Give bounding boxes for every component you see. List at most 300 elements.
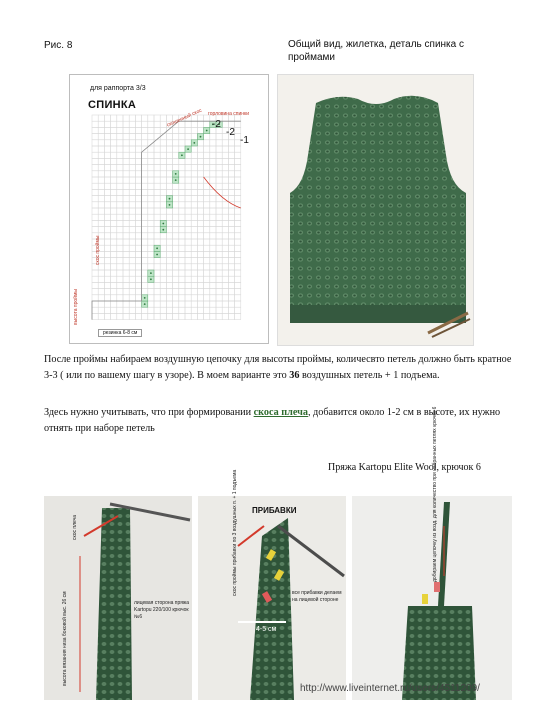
grid-cell <box>129 307 135 313</box>
grid-cell <box>216 177 222 183</box>
grid-cell <box>154 121 160 127</box>
grid-cell <box>98 115 104 121</box>
grid-cell <box>148 196 154 202</box>
grid-cell <box>210 171 216 177</box>
grid-cell <box>166 134 172 140</box>
grid-cell <box>135 165 141 171</box>
grid-cell <box>235 208 241 214</box>
grid-cell <box>210 177 216 183</box>
grid-cell <box>117 146 123 152</box>
grid-cell <box>104 239 110 245</box>
grid-cell <box>135 183 141 189</box>
grid-cell <box>216 208 222 214</box>
grid-cell <box>235 239 241 245</box>
grid-cell <box>148 220 154 226</box>
grid-cell <box>104 258 110 264</box>
grid-cell <box>117 171 123 177</box>
grid-cell <box>222 183 228 189</box>
grid-cell <box>228 183 234 189</box>
grid-cell <box>235 196 241 202</box>
paragraph-shoulder <box>44 405 516 437</box>
grid-cell <box>142 208 148 214</box>
grid-cell <box>92 227 98 233</box>
p1-text-before: После проймы набираем воздушную цепочку для высоты проймы, количесвто петель должно быть кратное 3-3 ( или по вашему шагу в узоре). В моем варианте это <box>44 354 512 381</box>
shoulder-bevel-link[interactable]: скоса плеча <box>253 407 308 418</box>
grid-cell <box>160 251 166 257</box>
grid-cell <box>216 140 222 146</box>
grid-cell <box>154 165 160 171</box>
grid-cell <box>173 152 179 158</box>
grid-cell <box>166 258 172 264</box>
grid-cell <box>98 134 104 140</box>
grid-cell <box>210 140 216 146</box>
grid-cell <box>129 127 135 133</box>
grid-cell <box>117 177 123 183</box>
grid-cell <box>191 121 197 127</box>
grid-cell <box>228 295 234 301</box>
grid-cell <box>210 264 216 270</box>
grid-cell <box>191 189 197 195</box>
grid-cell <box>179 171 185 177</box>
grid-cell <box>185 301 191 307</box>
grid-cell <box>197 146 203 152</box>
grid-cell <box>123 301 129 307</box>
figure-label: Рис. 8 <box>44 40 73 51</box>
grid-cell <box>135 152 141 158</box>
grid-cell <box>142 152 148 158</box>
grid-cell <box>191 171 197 177</box>
grid-cell <box>235 220 241 226</box>
grid-cell <box>204 276 210 282</box>
grid-cell <box>179 276 185 282</box>
grid-cell <box>111 220 117 226</box>
grid-cell <box>117 245 123 251</box>
grid-cell <box>123 289 129 295</box>
grid-cell <box>123 313 129 319</box>
grid-cell <box>216 313 222 319</box>
grid-cell <box>222 177 228 183</box>
grid-cell <box>216 134 222 140</box>
grid-cell <box>117 165 123 171</box>
grid-cell <box>160 233 166 239</box>
grid-cell <box>111 146 117 152</box>
grid-cell <box>148 239 154 245</box>
grid-cell <box>185 121 191 127</box>
grid-cell <box>173 183 179 189</box>
grid-cell <box>222 189 228 195</box>
grid-cell <box>111 115 117 121</box>
grid-cell <box>142 214 148 220</box>
grid-cell <box>142 251 148 257</box>
grid-cell <box>142 115 148 121</box>
grid-cell <box>117 239 123 245</box>
grid-cell <box>210 202 216 208</box>
grid-cell <box>92 313 98 319</box>
grid-cell <box>104 301 110 307</box>
grid-cell <box>185 208 191 214</box>
grid-cell <box>111 245 117 251</box>
grid-cell <box>104 307 110 313</box>
grid-cell <box>92 140 98 146</box>
grid-cell <box>235 258 241 264</box>
grid-cell <box>160 301 166 307</box>
grid-cell <box>98 301 104 307</box>
grid-cell <box>111 208 117 214</box>
grid-cell <box>228 220 234 226</box>
grid-cell <box>129 202 135 208</box>
grid-cell <box>173 214 179 220</box>
grid-cell <box>179 127 185 133</box>
stitch-dot <box>206 130 208 132</box>
figure-caption: Общий вид, жилетка, деталь спинка с проймами <box>288 39 464 63</box>
grid-cell <box>135 295 141 301</box>
grid-cell <box>160 276 166 282</box>
grid-cell <box>117 134 123 140</box>
watermark-url: http://www.liveinternet.ru/users/4511209/ <box>300 683 480 694</box>
grid-cell <box>179 239 185 245</box>
grid-cell <box>235 165 241 171</box>
grid-cell <box>197 183 203 189</box>
grid-cell <box>173 140 179 146</box>
grid-cell <box>222 152 228 158</box>
grid-cell <box>235 282 241 288</box>
grid-cell <box>129 146 135 152</box>
grid-cell <box>135 146 141 152</box>
grid-cell <box>142 239 148 245</box>
grid-cell <box>166 220 172 226</box>
grid-cell <box>117 270 123 276</box>
grid-cell <box>191 270 197 276</box>
grid-cell <box>135 158 141 164</box>
grid-cell <box>160 245 166 251</box>
grid-cell <box>123 171 129 177</box>
grid-cell <box>191 208 197 214</box>
grid-cell <box>216 239 222 245</box>
grid-cell <box>160 115 166 121</box>
grid-cell <box>92 165 98 171</box>
grid-cell <box>235 251 241 257</box>
grid-cell <box>173 127 179 133</box>
grid-cell <box>129 134 135 140</box>
grid-cell <box>197 227 203 233</box>
grid-cell <box>111 295 117 301</box>
grid-cell <box>135 289 141 295</box>
grid-cell <box>123 165 129 171</box>
grid-cell <box>135 127 141 133</box>
grid-cell <box>185 233 191 239</box>
grid-cell <box>123 134 129 140</box>
grid-cell <box>179 289 185 295</box>
grid-cell <box>222 295 228 301</box>
grid-cell <box>222 202 228 208</box>
grid-cell <box>166 177 172 183</box>
stitch-dot <box>175 173 177 175</box>
grid-cell <box>98 202 104 208</box>
grid-cell <box>104 220 110 226</box>
grid-cell <box>191 301 197 307</box>
grid-cell <box>104 127 110 133</box>
grid-cell <box>166 301 172 307</box>
grid-cell <box>123 115 129 121</box>
grid-cell <box>166 239 172 245</box>
armhole-bevel-label: скос проймы <box>95 235 101 265</box>
grid-cell <box>92 307 98 313</box>
grid-cell <box>104 208 110 214</box>
grid-cell <box>142 227 148 233</box>
grid-cell <box>197 165 203 171</box>
grid-cell <box>197 121 203 127</box>
photo1-side-label: лицевая сторона пряжа Kartopu 220/100 крючок №6 <box>134 600 190 620</box>
grid-cell <box>148 177 154 183</box>
grid-cell <box>104 171 110 177</box>
grid-cell <box>104 214 110 220</box>
grid-cell <box>104 115 110 121</box>
grid-cell <box>142 307 148 313</box>
grid-cell <box>92 196 98 202</box>
grid-cell <box>185 189 191 195</box>
grid-cell <box>197 301 203 307</box>
grid-cell <box>222 264 228 270</box>
grid-cell <box>197 258 203 264</box>
grid-cell <box>204 220 210 226</box>
grid-cell <box>185 202 191 208</box>
grid-cell <box>160 189 166 195</box>
grid-cell <box>154 202 160 208</box>
grid-cell <box>197 171 203 177</box>
grid-cell <box>148 158 154 164</box>
grid-cell <box>98 282 104 288</box>
grid-cell <box>160 307 166 313</box>
grid-cell <box>123 146 129 152</box>
grid-cell <box>111 202 117 208</box>
grid-cell <box>129 270 135 276</box>
grid-cell <box>166 227 172 233</box>
grid-cell <box>197 220 203 226</box>
grid-cell <box>104 264 110 270</box>
grid-cell <box>228 270 234 276</box>
grid-cell <box>216 289 222 295</box>
grid-cell <box>210 214 216 220</box>
grid-cell <box>185 295 191 301</box>
grid-cell <box>204 152 210 158</box>
grid-cell <box>148 183 154 189</box>
grid-cell <box>216 202 222 208</box>
grid-cell <box>135 264 141 270</box>
grid-cell <box>228 276 234 282</box>
grid-cell <box>173 251 179 257</box>
grid-cell <box>222 276 228 282</box>
grid-cell <box>210 146 216 152</box>
grid-cell <box>185 227 191 233</box>
grid-cell <box>117 214 123 220</box>
grid-cell <box>197 214 203 220</box>
grid-cell <box>228 171 234 177</box>
grid-cell <box>235 121 241 127</box>
grid-cell <box>98 140 104 146</box>
grid-cell <box>154 183 160 189</box>
grid-cell <box>235 276 241 282</box>
grid-cell <box>216 233 222 239</box>
grid-cell <box>142 220 148 226</box>
grid-cell <box>185 158 191 164</box>
grid-cell <box>154 233 160 239</box>
grid-cell <box>92 115 98 121</box>
grid-cell <box>92 127 98 133</box>
grid-cell <box>179 251 185 257</box>
grid-cell <box>129 239 135 245</box>
grid-cell <box>104 189 110 195</box>
grid-cell <box>204 208 210 214</box>
grid-cell <box>117 158 123 164</box>
grid-cell <box>142 121 148 127</box>
grid-cell <box>179 264 185 270</box>
repeat-label: для раппорта 3/3 <box>90 85 146 92</box>
grid-cell <box>135 115 141 121</box>
grid-cell <box>142 313 148 319</box>
grid-cell <box>222 233 228 239</box>
grid-cell <box>129 313 135 319</box>
grid-cell <box>154 214 160 220</box>
grid-cell <box>191 196 197 202</box>
grid-cell <box>135 227 141 233</box>
grid-cell <box>228 158 234 164</box>
grid-cell <box>123 264 129 270</box>
grid-cell <box>228 233 234 239</box>
grid-cell <box>111 177 117 183</box>
grid-cell <box>191 276 197 282</box>
grid-cell <box>104 196 110 202</box>
grid-cell <box>173 165 179 171</box>
grid-cell <box>216 270 222 276</box>
grid-cell <box>216 282 222 288</box>
grid-cell <box>166 233 172 239</box>
grid-cell <box>111 307 117 313</box>
grid-cell <box>148 214 154 220</box>
grid-cell <box>98 307 104 313</box>
grid-cell <box>191 239 197 245</box>
grid-cell <box>92 189 98 195</box>
grid-cell <box>228 313 234 319</box>
grid-cell <box>148 208 154 214</box>
grid-cell <box>228 140 234 146</box>
grid-cell <box>222 140 228 146</box>
grid-cell <box>92 183 98 189</box>
grid-cell <box>185 152 191 158</box>
grid-cell <box>173 313 179 319</box>
grid-cell <box>111 258 117 264</box>
grid-cell <box>154 127 160 133</box>
grid-cell <box>197 270 203 276</box>
grid-cell <box>154 146 160 152</box>
grid-cell <box>129 214 135 220</box>
grid-cell <box>98 146 104 152</box>
grid-cell <box>185 251 191 257</box>
back-schematic <box>69 74 269 344</box>
grid-cell <box>154 264 160 270</box>
grid-cell <box>111 183 117 189</box>
grid-cell <box>204 301 210 307</box>
grid-cell <box>117 121 123 127</box>
grid-cell <box>197 282 203 288</box>
grid-cell <box>148 171 154 177</box>
grid-cell <box>204 227 210 233</box>
grid-cell <box>179 282 185 288</box>
grid-cell <box>191 146 197 152</box>
grid-cell <box>148 282 154 288</box>
grid-cell <box>104 313 110 319</box>
grid-cell <box>191 264 197 270</box>
grid-cell <box>210 196 216 202</box>
grid-cell <box>98 152 104 158</box>
grid-cell <box>228 189 234 195</box>
grid-cell <box>191 258 197 264</box>
grid-cell <box>154 258 160 264</box>
grid-cell <box>216 220 222 226</box>
grid-cell <box>160 202 166 208</box>
grid-cell <box>204 251 210 257</box>
grid-cell <box>216 146 222 152</box>
grid-cell <box>148 127 154 133</box>
grid-cell <box>197 158 203 164</box>
grid-cell <box>210 165 216 171</box>
grid-cell <box>235 127 241 133</box>
grid-cell <box>123 127 129 133</box>
grid-cell <box>204 140 210 146</box>
grid-cell <box>98 227 104 233</box>
grid-cell <box>148 251 154 257</box>
grid-cell <box>216 183 222 189</box>
grid-cell <box>104 121 110 127</box>
grid-cell <box>160 158 166 164</box>
grid-cell <box>104 227 110 233</box>
grid-cell <box>111 282 117 288</box>
grid-cell <box>185 165 191 171</box>
stitch-dot <box>169 198 171 200</box>
grid-cell <box>148 233 154 239</box>
grid-cell <box>235 313 241 319</box>
grid-cell <box>135 270 141 276</box>
grid-cell <box>104 245 110 251</box>
grid-cell <box>148 313 154 319</box>
grid-cell <box>185 134 191 140</box>
grid-cell <box>98 214 104 220</box>
stitch-dot <box>156 254 158 256</box>
grid-cell <box>160 289 166 295</box>
grid-cell <box>197 177 203 183</box>
grid-cell <box>142 134 148 140</box>
grid-cell <box>222 251 228 257</box>
grid-cell <box>185 245 191 251</box>
grid-cell <box>111 301 117 307</box>
grid-cell <box>148 189 154 195</box>
grid-cell <box>111 264 117 270</box>
grid-cell <box>98 270 104 276</box>
grid-cell <box>222 158 228 164</box>
grid-cell <box>185 270 191 276</box>
grid-cell <box>104 282 110 288</box>
grid-cell <box>98 165 104 171</box>
grid-cell <box>210 239 216 245</box>
grid-cell <box>123 196 129 202</box>
grid-cell <box>204 121 210 127</box>
grid-cell <box>204 165 210 171</box>
grid-cell <box>129 196 135 202</box>
grid-cell <box>185 276 191 282</box>
grid-cell <box>123 183 129 189</box>
grid-cell <box>123 227 129 233</box>
grid-cell <box>197 208 203 214</box>
grid-cell <box>123 233 129 239</box>
